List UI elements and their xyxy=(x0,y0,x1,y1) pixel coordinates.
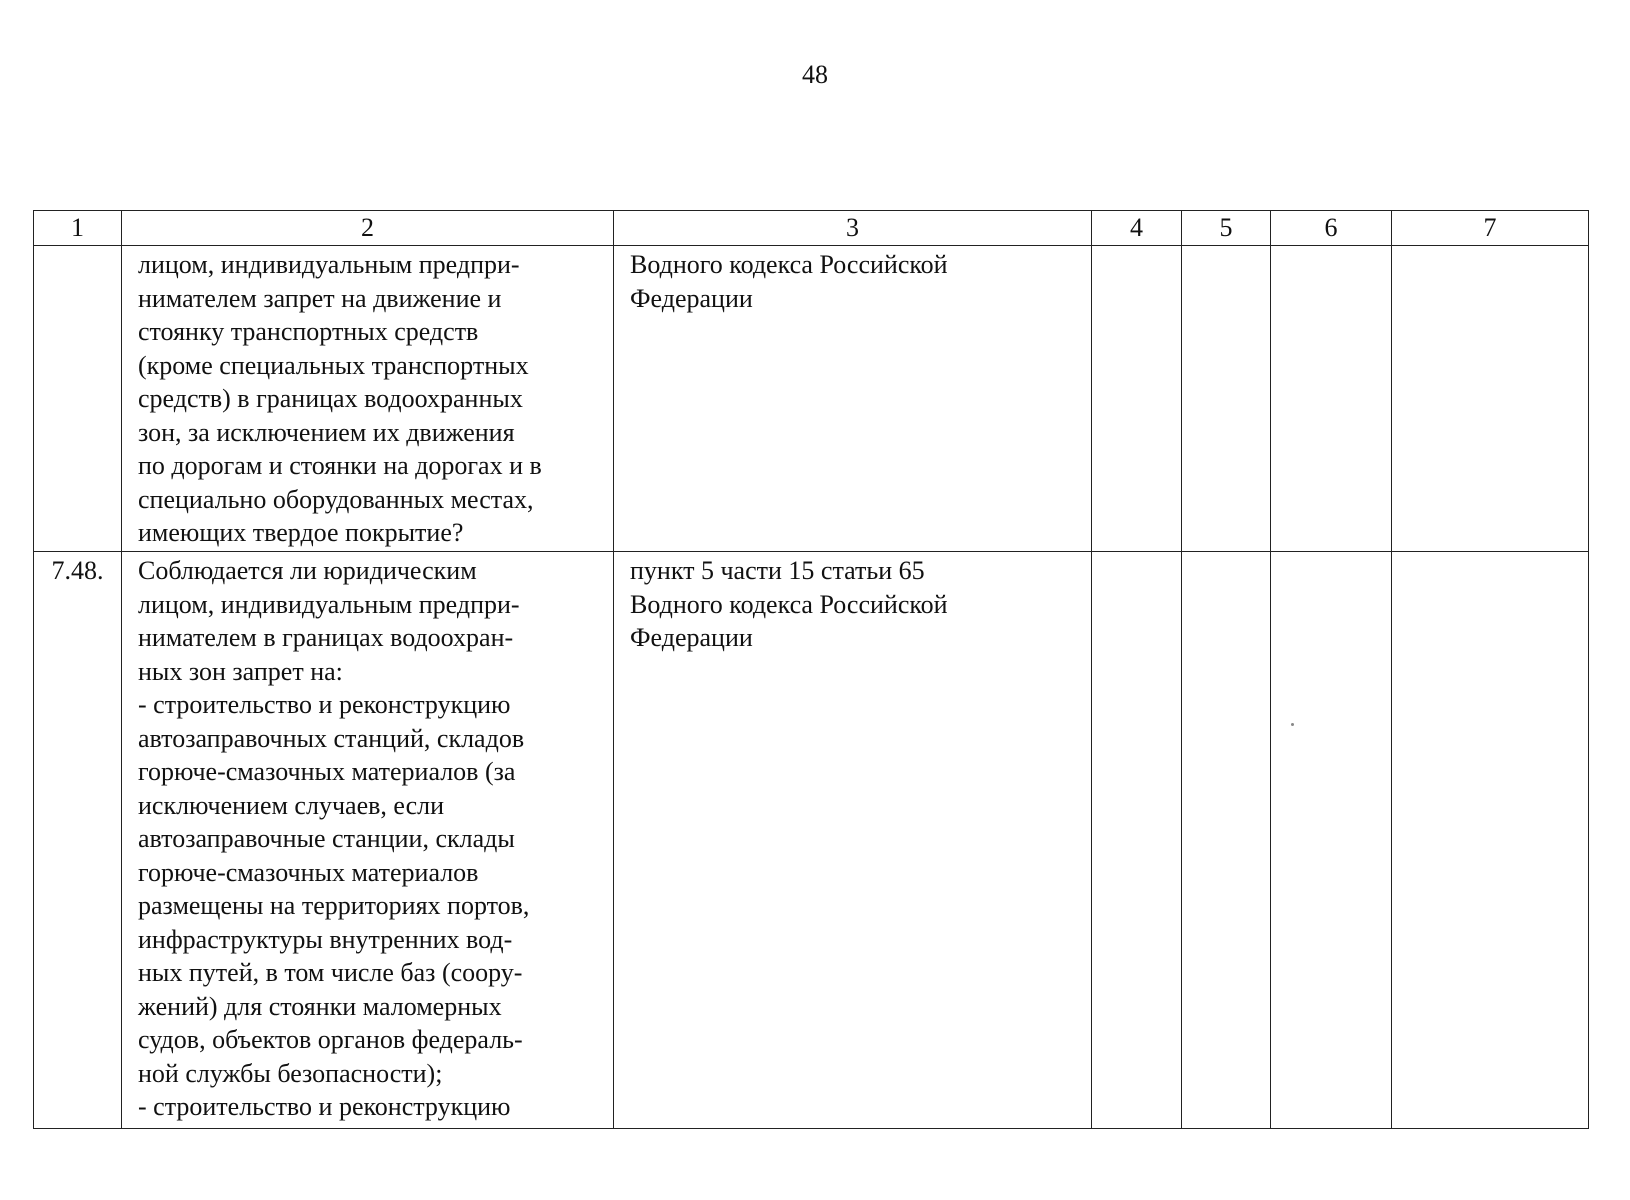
answer-cell-7 xyxy=(1392,246,1589,552)
question-line: ных зон запрет на: xyxy=(138,656,343,686)
answer-cell-4 xyxy=(1092,246,1182,552)
column-header-2: 2 xyxy=(122,211,614,246)
column-header-7: 7 xyxy=(1392,211,1589,246)
question-line: нимателем запрет на движение и xyxy=(138,283,502,313)
question-line: горюче-смазочных материалов (за xyxy=(138,757,516,786)
question-line: судов, объектов органов федераль- xyxy=(138,1025,523,1054)
question-line: - строительство и реконструкцию xyxy=(138,1092,511,1121)
scan-speck xyxy=(1291,723,1294,726)
question-line: жений) для стоянки маломерных xyxy=(138,991,502,1021)
answer-cell-5 xyxy=(1182,246,1271,552)
row-number-cell xyxy=(34,246,122,552)
column-header-6: 6 xyxy=(1271,211,1392,246)
question-line: средств) в границах водоохранных xyxy=(138,384,523,413)
column-header-3: 3 xyxy=(614,211,1092,246)
answer-cell-6 xyxy=(1271,552,1392,1129)
question-line: Соблюдается ли юридическим xyxy=(138,556,477,585)
question-line: специально оборудованных местах, xyxy=(138,484,534,514)
question-line: лицом, индивидуальным предпри- xyxy=(138,589,520,619)
question-line: размещены на территориях портов, xyxy=(138,891,530,920)
question-line: горюче-смазочных материалов xyxy=(138,857,479,887)
question-line: имеющих твердое покрытие? xyxy=(138,518,464,547)
reference-cell xyxy=(614,552,1092,1129)
header-row xyxy=(34,211,1589,246)
column-header-4: 4 xyxy=(1092,211,1182,246)
question-line: ной службы безопасности); xyxy=(138,1058,443,1088)
answer-cell-6 xyxy=(1271,246,1392,552)
page-number: 48 xyxy=(802,60,828,89)
question-line: ных путей, в том числе баз (соору- xyxy=(138,958,523,987)
question-line: лицом, индивидуальным предпри- xyxy=(138,250,520,279)
column-header-5: 5 xyxy=(1182,211,1271,246)
question-line: автозаправочных станций, складов xyxy=(138,723,525,753)
reference-cell xyxy=(614,246,1092,552)
table-row xyxy=(34,246,1589,552)
reference-line: Федерации xyxy=(630,623,753,652)
reference-line: Федерации xyxy=(630,283,753,313)
question-line: - строительство и реконструкцию xyxy=(138,690,511,719)
answer-cell-5 xyxy=(1182,552,1271,1129)
question-line: по дорогам и стоянки на дорогах и в xyxy=(138,451,542,480)
table-row xyxy=(34,552,1589,1129)
reference-line: пункт 5 части 15 статьи 65 xyxy=(630,556,925,585)
question-line: зон, за исключением их движения xyxy=(138,417,515,447)
question-line: стоянку транспортных средств xyxy=(138,317,479,346)
answer-cell-7 xyxy=(1392,552,1589,1129)
question-line: автозаправочные станции, склады xyxy=(138,824,515,853)
question-cell xyxy=(122,552,614,1129)
question-line: (кроме специальных транспортных xyxy=(138,350,529,380)
row-number-cell: 7.48. xyxy=(34,552,122,1129)
checklist-table xyxy=(33,210,1589,1129)
question-line: исключением случаев, если xyxy=(138,790,444,820)
question-cell xyxy=(122,246,614,552)
answer-cell-4 xyxy=(1092,552,1182,1129)
reference-line: Водного кодекса Российской xyxy=(630,589,948,619)
column-header-1: 1 xyxy=(34,211,122,246)
reference-line: Водного кодекса Российской xyxy=(630,250,948,279)
question-line: нимателем в границах водоохран- xyxy=(138,623,514,652)
question-line: инфраструктуры внутренних вод- xyxy=(138,924,513,954)
